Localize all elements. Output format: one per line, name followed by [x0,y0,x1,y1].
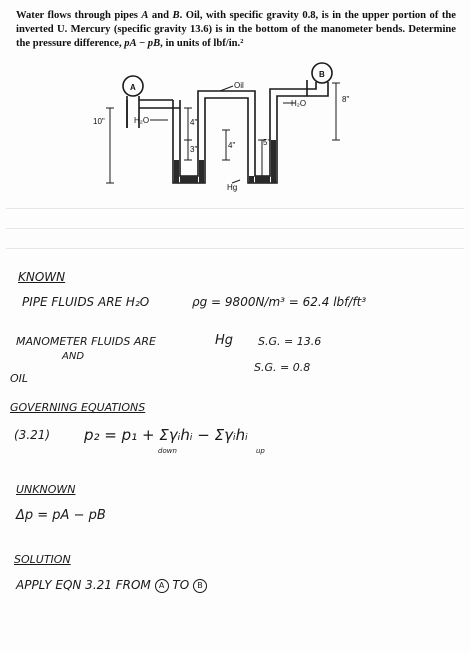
solution-heading: SOLUTION [14,553,71,566]
problem-text-4: , in units of lbf/in.² [160,38,244,49]
governing-heading: GOVERNING EQUATIONS [10,401,146,414]
pipe-b-ref: B [172,10,180,21]
fig-oil: Oil [234,81,244,90]
fig-h2o-right: H₂O [291,99,307,108]
fig-label-b: B [319,70,325,79]
unknown-heading: UNKNOWN [16,483,76,496]
fig-dim-8: 8" [342,95,350,104]
fig-dim-10: 10" [93,117,105,126]
to-point-circle: B [193,579,207,593]
problem-text-2: and [148,10,173,21]
sg-hg: S.G. = 13.6 [258,335,322,348]
rho-g-line: ρg = 9800N/m³ = 62.4 lbf/ft³ [192,295,367,309]
from-point-circle: A [155,579,169,593]
equation-up-label: up [256,447,265,455]
equation-number: (3.21) [14,428,51,442]
fig-dim-4b: 4" [228,141,236,150]
fig-dim-5: 5" [263,138,271,147]
pressure-difference-symbol: pA − pB [124,38,161,49]
known-heading: KNOWN [18,270,66,284]
pipe-fluids-line: PIPE FLUIDS ARE H₂O [22,295,150,309]
and-word: AND [62,351,85,362]
fig-label-a: A [130,83,136,92]
problem-text-3: . Oil, with specific gravity 0.8, is in the upper portion of the inverted U. Mercury (specific gravity 13.6) is in the bottom of the manometer bends. Determine the pressure difference, [16,10,456,49]
problem-text-1: Water flows through pipes [16,10,142,21]
fig-hg: Hg [227,183,238,192]
governing-equation: p₂ = p₁ + Σγᵢhᵢ − Σγᵢhᵢ [84,426,248,444]
fig-dim-4a: 4" [190,118,198,127]
pipe-a-ref: A [141,10,149,21]
equation-down-label: down [158,447,177,455]
apply-text: APPLY EQN 3.21 FROM [16,578,151,592]
sg-oil: S.G. = 0.8 [254,361,311,374]
unknown-equation: Δp = pA − pB [16,508,106,523]
fig-h2o-left: H₂O [134,116,150,125]
manometer-hg: Hg [215,333,234,348]
fig-dim-3: 3" [190,145,198,154]
oil-word: OIL [10,372,29,385]
manometer-fluids-line: MANOMETER FLUIDS ARE [16,335,156,348]
to-word: TO [172,578,190,592]
apply-line [16,578,207,593]
